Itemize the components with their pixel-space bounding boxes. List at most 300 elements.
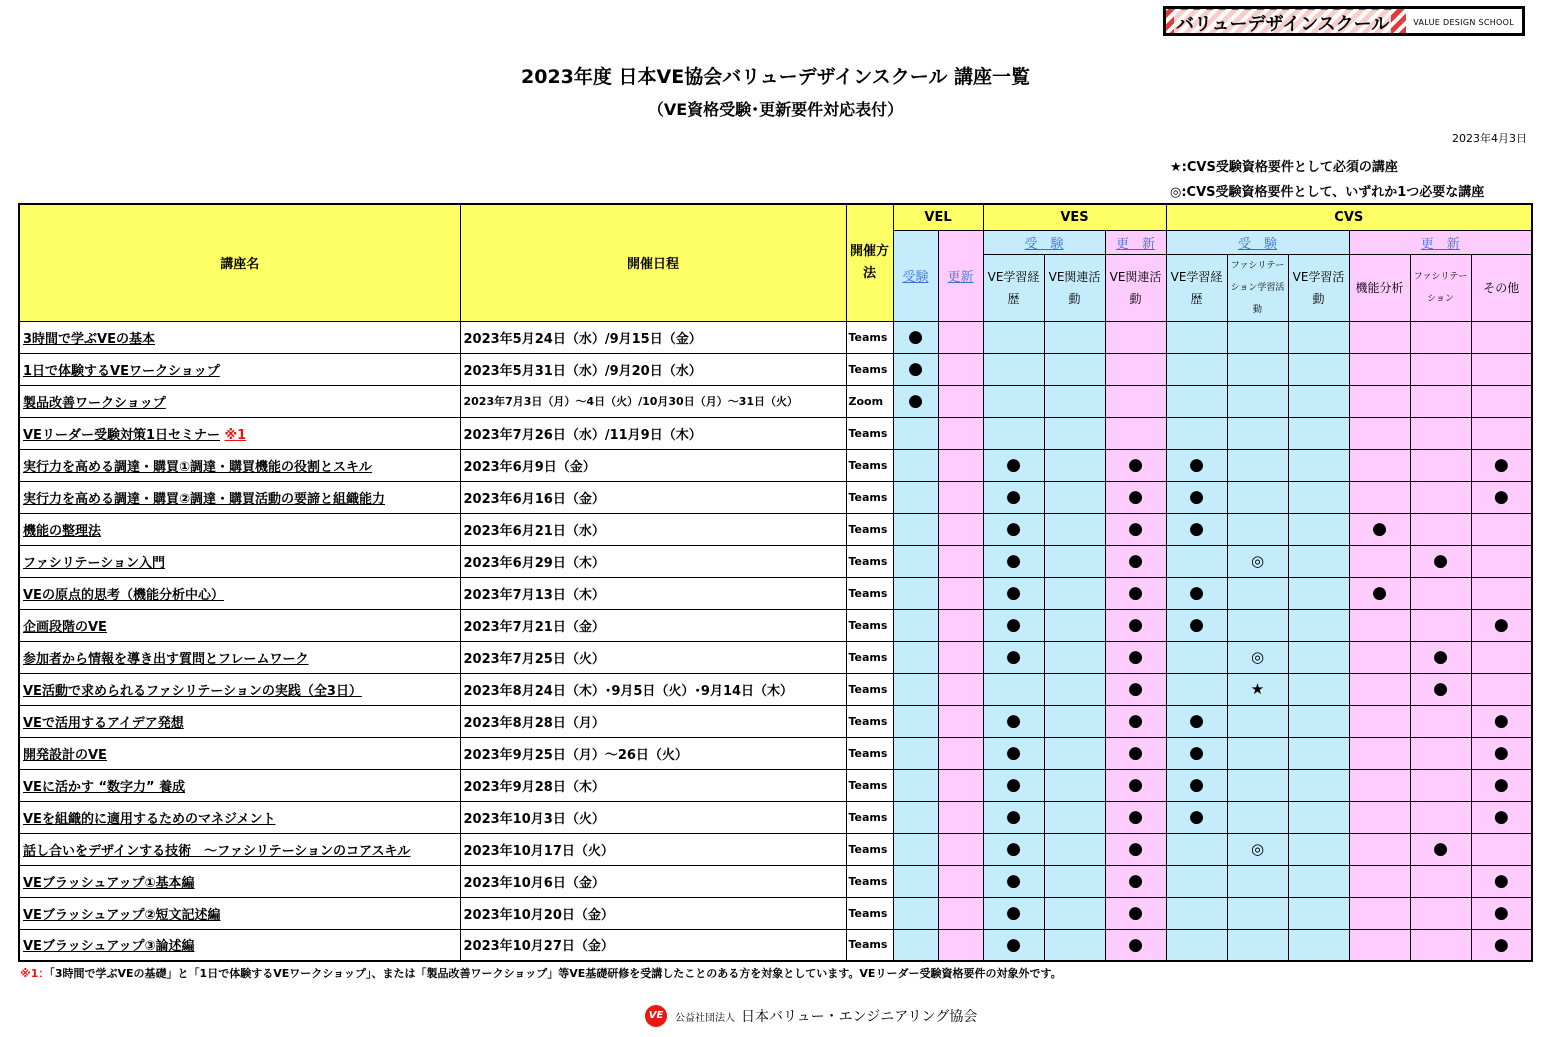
requirement-mark: ● — [1410, 641, 1471, 673]
requirement-mark: ● — [1105, 705, 1166, 737]
header-method: 開催方法 — [846, 204, 893, 321]
requirement-mark — [893, 545, 938, 577]
requirement-mark — [1288, 609, 1349, 641]
course-method: Teams — [846, 929, 893, 961]
requirement-mark — [938, 545, 983, 577]
footnote-text: 「3時間で学ぶVEの基礎」と「1日で体験するVEワークショップ」、または「製品改善ワークショップ」等VE基礎研修を受講したことのある方を対象としています。VEリーダー受験資格要件の対象外です。 — [49, 967, 1062, 980]
requirement-mark — [983, 321, 1044, 353]
requirement-mark — [1166, 385, 1227, 417]
course-schedule: 2023年9月25日（月）～26日（火） — [460, 737, 846, 769]
requirement-mark — [893, 801, 938, 833]
course-name-link[interactable]: 1日で体験するVEワークショップ — [23, 363, 220, 379]
course-schedule: 2023年10月6日（金） — [460, 865, 846, 897]
requirement-mark — [938, 769, 983, 801]
requirement-mark — [1227, 769, 1288, 801]
requirement-mark — [893, 673, 938, 705]
requirement-mark — [1349, 801, 1410, 833]
course-schedule: 2023年7月3日（月）～4日（火）/10月30日（月）～31日（火） — [460, 385, 846, 417]
table-row — [19, 641, 1532, 673]
requirement-mark — [938, 705, 983, 737]
requirement-mark: ● — [983, 897, 1044, 929]
requirement-mark — [1288, 833, 1349, 865]
course-schedule: 2023年7月21日（金） — [460, 609, 846, 641]
requirement-mark — [938, 609, 983, 641]
table-row — [19, 833, 1532, 865]
requirement-mark — [1227, 513, 1288, 545]
course-name-cell[interactable] — [19, 641, 460, 673]
requirement-mark — [1410, 929, 1471, 961]
course-name-cell[interactable] — [19, 417, 460, 449]
requirement-mark — [1349, 865, 1410, 897]
course-schedule: 2023年8月28日（月） — [460, 705, 846, 737]
header-col-cvs-study: VE学習経歴 — [1166, 254, 1227, 321]
page-title: 2023年度 日本VE協会バリューデザインスクール 講座一覧 — [521, 66, 1030, 88]
requirement-mark — [1288, 385, 1349, 417]
requirement-mark — [1349, 353, 1410, 385]
course-note-mark: ※1 — [224, 427, 247, 443]
course-name-link[interactable]: VEリーダー受験対策1日セミナー — [23, 427, 220, 443]
requirement-mark: ● — [1410, 673, 1471, 705]
requirement-mark — [1410, 705, 1471, 737]
requirement-mark — [983, 353, 1044, 385]
course-name-cell[interactable] — [19, 705, 460, 737]
course-name-cell[interactable] — [19, 769, 460, 801]
requirement-mark — [938, 577, 983, 609]
requirement-mark: ● — [1105, 449, 1166, 481]
header-ves: VES — [983, 204, 1166, 230]
requirement-mark: ● — [983, 641, 1044, 673]
course-method: Teams — [846, 769, 893, 801]
table-row — [19, 449, 1532, 481]
course-schedule: 2023年7月13日（木） — [460, 577, 846, 609]
requirement-mark — [1471, 641, 1532, 673]
header-schedule: 開催日程 — [460, 204, 846, 321]
requirement-mark — [893, 833, 938, 865]
course-method: Teams — [846, 641, 893, 673]
course-schedule: 2023年7月25日（火） — [460, 641, 846, 673]
requirement-mark: ● — [1105, 609, 1166, 641]
requirement-mark: ● — [1471, 737, 1532, 769]
requirement-mark — [983, 417, 1044, 449]
requirement-mark — [1105, 353, 1166, 385]
requirement-mark — [1349, 673, 1410, 705]
requirement-mark — [1044, 609, 1105, 641]
course-name-link[interactable]: VEを組織的に適用するためのマネジメント — [23, 811, 276, 827]
requirement-mark: ● — [1105, 545, 1166, 577]
requirement-mark: ● — [893, 353, 938, 385]
requirement-mark — [1349, 449, 1410, 481]
requirement-mark: ● — [1471, 929, 1532, 961]
requirement-mark — [1044, 353, 1105, 385]
header-cvs: CVS — [1166, 204, 1532, 230]
requirement-mark: ● — [1166, 577, 1227, 609]
course-name-cell[interactable] — [19, 801, 460, 833]
course-schedule: 2023年8月24日（木）･9月5日（火）･9月14日（木） — [460, 673, 846, 705]
course-name-link[interactable]: 製品改善ワークショップ — [23, 395, 166, 411]
requirement-mark — [1044, 449, 1105, 481]
requirement-mark — [1349, 737, 1410, 769]
table-row — [19, 545, 1532, 577]
footnote-mark: ※1： — [20, 967, 50, 980]
requirement-mark: ● — [983, 769, 1044, 801]
requirement-mark — [1288, 865, 1349, 897]
course-schedule: 2023年6月9日（金） — [460, 449, 846, 481]
table-row — [19, 929, 1532, 961]
course-method: Teams — [846, 833, 893, 865]
course-schedule: 2023年5月24日（水）/9月15日（金） — [460, 321, 846, 353]
requirement-mark — [1044, 481, 1105, 513]
requirement-mark — [1471, 321, 1532, 353]
requirement-mark — [1044, 769, 1105, 801]
header-col-cvs-function-analysis: 機能分析 — [1349, 254, 1410, 321]
requirement-mark — [1227, 577, 1288, 609]
requirement-mark — [893, 641, 938, 673]
requirement-mark — [1044, 737, 1105, 769]
table-row — [19, 737, 1532, 769]
course-name-cell[interactable] — [19, 385, 460, 417]
requirement-mark — [893, 929, 938, 961]
course-schedule: 2023年9月28日（木） — [460, 769, 846, 801]
requirement-mark: ● — [1105, 865, 1166, 897]
requirement-mark — [1471, 577, 1532, 609]
header-cvs-renew[interactable]: 更 新 — [1349, 230, 1532, 254]
requirement-mark — [1410, 417, 1471, 449]
requirement-mark — [1349, 833, 1410, 865]
requirement-mark: ● — [1105, 577, 1166, 609]
requirement-mark: ● — [1471, 865, 1532, 897]
requirement-mark — [938, 513, 983, 545]
requirement-mark — [1044, 673, 1105, 705]
requirement-mark: ● — [983, 577, 1044, 609]
course-name-cell[interactable] — [19, 481, 460, 513]
requirement-mark — [938, 641, 983, 673]
requirement-mark — [1471, 545, 1532, 577]
requirement-mark — [1349, 385, 1410, 417]
course-method: Teams — [846, 897, 893, 929]
course-method: Teams — [846, 673, 893, 705]
requirement-mark: ● — [1166, 449, 1227, 481]
requirement-mark: ◎ — [1227, 641, 1288, 673]
requirement-mark — [1044, 865, 1105, 897]
requirement-mark: ● — [1166, 609, 1227, 641]
requirement-mark — [1410, 737, 1471, 769]
course-name-cell[interactable] — [19, 833, 460, 865]
course-name-cell[interactable] — [19, 353, 460, 385]
requirement-mark — [938, 417, 983, 449]
requirement-mark — [1410, 449, 1471, 481]
requirement-mark — [1227, 353, 1288, 385]
requirement-mark — [1471, 833, 1532, 865]
requirement-mark: ● — [983, 481, 1044, 513]
course-name-cell[interactable] — [19, 449, 460, 481]
requirement-mark — [1288, 513, 1349, 545]
table-row — [19, 801, 1532, 833]
header-vel-renew[interactable]: 更新 — [938, 230, 983, 321]
requirement-mark — [938, 385, 983, 417]
course-name-link[interactable]: 機能の整理法 — [23, 523, 102, 539]
requirement-mark — [1227, 865, 1288, 897]
requirement-mark — [1166, 353, 1227, 385]
requirement-mark — [1105, 417, 1166, 449]
table-row — [19, 481, 1532, 513]
requirement-mark — [1044, 801, 1105, 833]
requirement-mark: ● — [1105, 833, 1166, 865]
requirement-mark — [1349, 929, 1410, 961]
requirement-mark — [893, 865, 938, 897]
requirement-mark — [1471, 417, 1532, 449]
requirement-mark: ● — [983, 513, 1044, 545]
page-subtitle: （VE資格受験･更新要件対応表付） — [647, 100, 904, 119]
course-method: Teams — [846, 865, 893, 897]
course-schedule: 2023年6月16日（金） — [460, 481, 846, 513]
requirement-mark: ● — [893, 385, 938, 417]
course-method: Teams — [846, 577, 893, 609]
requirement-mark — [1105, 321, 1166, 353]
course-method: Teams — [846, 449, 893, 481]
requirement-mark — [1044, 705, 1105, 737]
requirement-mark — [893, 513, 938, 545]
course-name-cell[interactable] — [19, 737, 460, 769]
requirement-mark — [1227, 609, 1288, 641]
requirement-mark — [893, 481, 938, 513]
requirement-mark — [1288, 737, 1349, 769]
requirement-mark: ● — [1471, 609, 1532, 641]
course-name-cell[interactable] — [19, 321, 460, 353]
requirement-mark — [1288, 705, 1349, 737]
requirement-mark: ● — [1471, 481, 1532, 513]
header-vel: VEL — [893, 204, 983, 230]
course-schedule: 2023年7月26日（水）/11月9日（木） — [460, 417, 846, 449]
requirement-mark: ● — [1105, 737, 1166, 769]
requirement-mark — [1166, 641, 1227, 673]
header-cvs-exam[interactable]: 受 験 — [1166, 230, 1349, 254]
requirement-mark: ● — [1471, 801, 1532, 833]
requirement-mark: ● — [1166, 705, 1227, 737]
requirement-mark — [1288, 801, 1349, 833]
requirement-mark — [1410, 385, 1471, 417]
requirement-mark — [1227, 449, 1288, 481]
requirement-mark: ● — [1166, 737, 1227, 769]
requirement-mark — [1227, 801, 1288, 833]
course-name-cell[interactable] — [19, 545, 460, 577]
requirement-mark: ● — [1105, 801, 1166, 833]
course-name-link[interactable]: VE活動で求められるファシリテーションの実践（全3日） — [23, 683, 362, 699]
requirement-mark: ◎ — [1227, 545, 1288, 577]
course-schedule: 2023年10月3日（火） — [460, 801, 846, 833]
table-row — [19, 609, 1532, 641]
requirement-mark: ● — [1166, 801, 1227, 833]
course-name-cell[interactable] — [19, 513, 460, 545]
course-name-cell[interactable] — [19, 865, 460, 897]
table-row — [19, 385, 1532, 417]
requirement-mark — [1227, 481, 1288, 513]
header-course: 講座名 — [19, 204, 460, 321]
course-name-link[interactable]: VEで活用するアイデア発想 — [23, 715, 184, 731]
requirement-mark: ● — [1410, 833, 1471, 865]
course-name-link[interactable]: ファシリテーション入門 — [23, 555, 165, 571]
requirement-mark: ● — [983, 609, 1044, 641]
requirement-mark — [1227, 385, 1288, 417]
requirement-mark: ● — [983, 737, 1044, 769]
course-schedule: 2023年10月17日（火） — [460, 833, 846, 865]
requirement-mark — [1410, 769, 1471, 801]
requirement-mark — [1410, 481, 1471, 513]
course-name-link[interactable]: VEの原点的思考（機能分析中心） — [23, 587, 224, 603]
course-method: Teams — [846, 481, 893, 513]
requirement-mark: ● — [1105, 897, 1166, 929]
requirement-mark — [893, 449, 938, 481]
course-name-link[interactable]: 参加者から情報を導き出す質問とフレームワーク — [23, 651, 309, 667]
table-row — [19, 769, 1532, 801]
table-row — [19, 865, 1532, 897]
course-schedule: 2023年10月27日（金） — [460, 929, 846, 961]
requirement-mark — [938, 481, 983, 513]
course-name-link[interactable]: 実行力を高める調達・購買①調達・購買機能の役割とスキル — [23, 459, 372, 475]
requirement-mark: ● — [983, 929, 1044, 961]
course-table — [18, 203, 1533, 962]
requirement-mark — [1044, 385, 1105, 417]
course-name-link[interactable]: 話し合いをデザインする技術 ～ファシリテーションのコアスキル — [23, 843, 411, 859]
requirement-mark: ● — [1105, 929, 1166, 961]
requirement-mark: ● — [983, 545, 1044, 577]
requirement-mark — [1227, 321, 1288, 353]
requirement-mark — [1288, 673, 1349, 705]
requirement-mark — [1349, 897, 1410, 929]
requirement-mark — [1349, 641, 1410, 673]
requirement-mark — [938, 673, 983, 705]
requirement-mark — [1044, 417, 1105, 449]
requirement-mark: ● — [1166, 513, 1227, 545]
requirement-mark — [1410, 353, 1471, 385]
logo-main-text: バリューデザインスクール — [1174, 10, 1391, 36]
requirement-mark — [1044, 929, 1105, 961]
requirement-mark — [938, 737, 983, 769]
course-method: Teams — [846, 737, 893, 769]
organization-emblem-icon: VE — [645, 1005, 667, 1027]
requirement-mark — [1166, 673, 1227, 705]
requirement-mark: ● — [983, 833, 1044, 865]
requirement-mark — [1349, 609, 1410, 641]
footnote — [20, 965, 1062, 981]
requirement-mark — [938, 929, 983, 961]
requirement-mark — [1105, 385, 1166, 417]
requirement-mark — [893, 705, 938, 737]
course-name-cell[interactable] — [19, 577, 460, 609]
requirement-mark — [1227, 929, 1288, 961]
requirement-mark: ● — [1349, 577, 1410, 609]
requirement-mark — [1288, 641, 1349, 673]
course-name-cell[interactable] — [19, 897, 460, 929]
course-method: Teams — [846, 321, 893, 353]
course-name-cell[interactable] — [19, 673, 460, 705]
requirement-mark — [938, 321, 983, 353]
requirement-mark — [1349, 481, 1410, 513]
requirement-mark — [1349, 705, 1410, 737]
course-schedule: 2023年6月29日（木） — [460, 545, 846, 577]
header-col-cvs-other: その他 — [1471, 254, 1532, 321]
requirement-mark — [938, 449, 983, 481]
table-row — [19, 577, 1532, 609]
requirement-mark — [893, 737, 938, 769]
requirement-mark: ● — [1166, 769, 1227, 801]
requirement-mark — [1166, 321, 1227, 353]
course-name-link[interactable]: 実行力を高める調達・購買②調達・購買活動の要諦と組織能力 — [23, 491, 386, 507]
course-schedule: 2023年10月20日（金） — [460, 897, 846, 929]
requirement-mark: ● — [1105, 641, 1166, 673]
header-col-ves-study: VE学習経歴 — [983, 254, 1044, 321]
requirement-mark — [1410, 513, 1471, 545]
requirement-mark — [1288, 449, 1349, 481]
legend-circle: ◎:CVS受験資格要件として、いずれか1つ必要な講座 — [1170, 185, 1485, 200]
requirement-mark — [1349, 321, 1410, 353]
requirement-mark — [1288, 577, 1349, 609]
requirement-mark: ★ — [1227, 673, 1288, 705]
course-name-link[interactable]: 3時間で学ぶVEの基本 — [23, 331, 155, 347]
header-ves-exam[interactable]: 受 験 — [983, 230, 1105, 254]
course-name-link[interactable]: VEに活かす “数字力” 養成 — [23, 779, 186, 795]
requirement-mark — [1166, 897, 1227, 929]
requirement-mark — [1044, 897, 1105, 929]
requirement-mark — [1471, 513, 1532, 545]
course-name-link[interactable]: 企画段階のVE — [23, 619, 107, 635]
requirement-mark — [1349, 417, 1410, 449]
course-method: Zoom — [846, 385, 893, 417]
requirement-mark — [1410, 865, 1471, 897]
requirement-mark: ◎ — [1227, 833, 1288, 865]
course-method: Teams — [846, 417, 893, 449]
course-schedule: 2023年6月21日（水） — [460, 513, 846, 545]
requirement-mark: ● — [983, 449, 1044, 481]
requirement-mark — [938, 801, 983, 833]
course-name-link[interactable]: 開発設計のVE — [23, 747, 107, 763]
requirement-mark: ● — [1410, 545, 1471, 577]
course-name-link[interactable]: VEブラッシュアップ③論述編 — [23, 939, 195, 955]
course-name-cell[interactable] — [19, 609, 460, 641]
course-name-cell[interactable] — [19, 929, 460, 961]
organization-footer — [645, 1003, 977, 1029]
requirement-mark — [1166, 833, 1227, 865]
requirement-mark — [983, 673, 1044, 705]
requirement-mark — [1288, 417, 1349, 449]
requirement-mark — [1227, 897, 1288, 929]
requirement-mark — [1288, 545, 1349, 577]
header-col-ves-activity: VE関連活動 — [1044, 254, 1105, 321]
course-name-link[interactable]: VEブラッシュアップ②短文記述編 — [23, 907, 221, 923]
requirement-mark — [938, 353, 983, 385]
legend-star: ★:CVS受験資格要件として必須の講座 — [1170, 160, 1398, 175]
course-name-link[interactable]: VEブラッシュアップ①基本編 — [23, 875, 195, 891]
requirement-mark — [1471, 353, 1532, 385]
requirement-mark — [1044, 513, 1105, 545]
requirement-mark — [1166, 929, 1227, 961]
requirement-mark: ● — [1166, 481, 1227, 513]
table-row — [19, 417, 1532, 449]
table-row — [19, 321, 1532, 353]
requirement-mark: ● — [1105, 481, 1166, 513]
requirement-mark — [1288, 481, 1349, 513]
course-method: Teams — [846, 353, 893, 385]
requirement-mark — [1410, 897, 1471, 929]
requirement-mark: ● — [1471, 769, 1532, 801]
header-vel-exam[interactable]: 受験 — [893, 230, 938, 321]
requirement-mark — [1227, 737, 1288, 769]
course-schedule: 2023年5月31日（水）/9月20日（水） — [460, 353, 846, 385]
header-ves-renew[interactable]: 更 新 — [1105, 230, 1166, 254]
requirement-mark — [893, 609, 938, 641]
requirement-mark — [1288, 897, 1349, 929]
requirement-mark — [1227, 705, 1288, 737]
header-col-ves-renew-activity: VE関連活動 — [1105, 254, 1166, 321]
